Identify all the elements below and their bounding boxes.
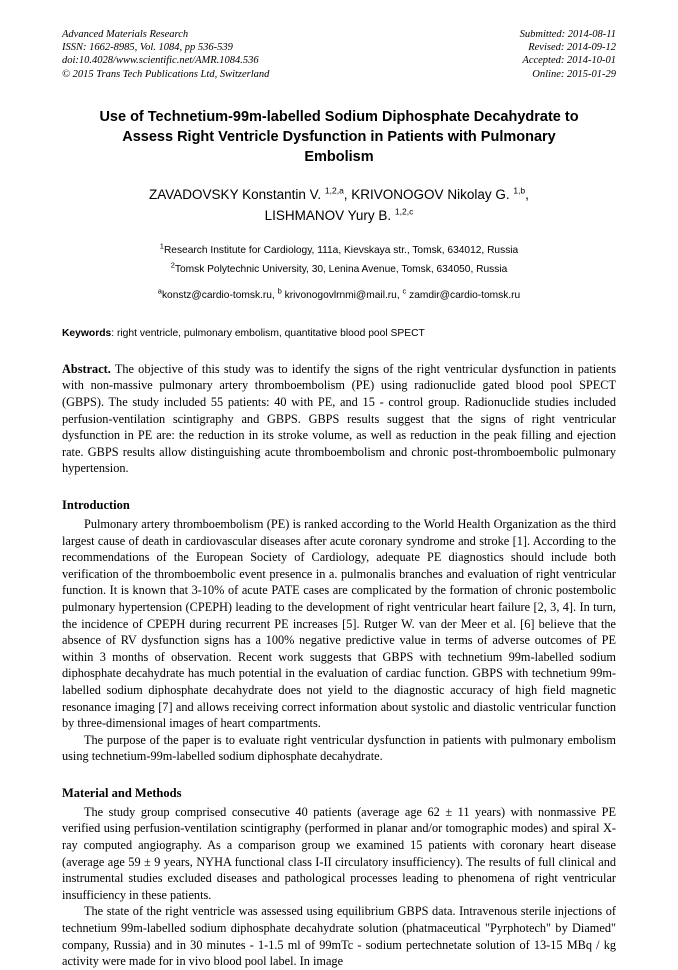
author-line-1 [62,184,616,205]
section-heading-introduction: Introduction [62,497,130,512]
email-a-marker: a [157,286,162,296]
page-header [62,28,616,81]
keywords-label: Keywords [62,327,112,339]
journal-name: Advanced Materials Research [62,29,189,40]
methods-paragraph-2: The state of the right ventricle was assessed using equilibrium GBPS data. Intravenous sterile injections of technetium 99m-labelled sodium diphosphate decahydrate solution (phatmaceutical "Pyrphotech" by Diamed" company, Russia) and in 30 minutes - 1-1.5 ml of 99mTc - sodium pertechnetate solution of 13-15 MBq / kg activity were made for in vivo blood pool label. In image [62,904,616,969]
introduction-paragraph-2: The purpose of the paper is to evaluate right ventricular dysfunction in patients with pulmonary embolism using technetium-99m-labelled sodium diphosphate decahydrate. [62,732,616,764]
date-accepted: Accepted: 2014-10-01 [522,55,616,67]
author-separator: , KRIVONOGOV Nikolay G. [343,186,514,202]
author-zavadovsky: ZAVADOVSKY Konstantin V. [149,186,325,202]
publication-dates [520,28,616,81]
keywords-line [62,326,616,341]
author-zavadovsky-affil: 1,2,a [324,185,344,196]
author-line-2 [62,205,616,226]
author-lishmanov: LISHMANOV Yury B. [264,207,395,223]
date-online: Online: 2015-01-29 [532,68,616,80]
affiliation-2 [62,260,616,279]
affiliation-1-text: Research Institute for Cardiology, 111a, Kievskaya str., Tomsk, 634012, Russia [163,244,519,256]
email-a: konstz@cardio-tomsk.ru, [161,289,278,301]
affiliation-2-text: Tomsk Polytechnic University, 30, Lenina Avenue, Tomsk, 634050, Russia [174,263,508,275]
methods-paragraph-1: The study group comprised consecutive 40 patients (average age 62 ± 11 years) with nonmassive PE verified using perfusion-ventilation scintigraphy (performed in planar and/or tomographic modes) and spiral X-ray computed angiography. As a comparison group we examined 15 patients with coronary heart disease (average age 59 ± 9 years, NYHA functional class I-II circulatory insufficiency). The results of full clinical and instrumental studies excluded diseases and pathological processes leading to phenomena of right ventricular insufficiency in these patients. [62,804,616,902]
date-revised: Revised: 2014-09-12 [528,42,616,54]
introduction-paragraph-1: Pulmonary artery thromboembolism (PE) is ranked according to the World Health Organization as the third largest cause of death in cardiovascular diseases after acute coronary syndrome and stroke [1]. According to the recommendations of the European Society of Cardiology, adequate PE diagnostics should include both verification of the thromboembolic event presence in a. pulmonalis branches and evaluation of right ventricular function. It is known that 3-10% of acute PATE cases are complicated by the formation of chronic postembolic pulmonary hypertension (CPEPH) leading to the development of right ventricular heart failure [2, 3, 4]. In turn, the incidence of CPEPH during recurrent PE increases [5]. Rutger W. van der Meer et al. [6] believe that the absence of RV dysfunction signs has a 100% negative predictive value in terms of adverse outcomes of PE within 3 months of observation. Recent work suggests that GBPS with technetium 99m-labelled sodium diphosphate decahydrate has much potential in the evaluation of cardiac function. GBPS with technetium 99m-labelled sodium diphosphate decahydrate does not yield to the diagnostic accuracy of high field magnetic resonance imaging [7] and allows receiving correct information about systolic and diastolic ventricular function by three-dimensional images of heart compartments. [62,516,616,731]
section-heading-material-and-methods: Material and Methods [62,785,182,800]
email-list [62,288,616,304]
date-submitted: Submitted: 2014-08-11 [519,29,616,40]
abstract-block [62,361,616,477]
email-b-marker: b [277,286,282,296]
page-title: Use of Technetium-99m-labelled Sodium Diphosphate Decahydrate to Assess Right Ventricle Dysfunction in Patients with Pulmonary Embolism [99,108,579,165]
email-c: zamdir@cardio-tomsk.ru [406,289,521,301]
email-c-marker: c [402,286,407,296]
journal-issn-volume: ISSN: 1662-8985, Vol. 1084, pp 536-539 [62,42,233,54]
abstract-label: Abstract. [62,361,111,376]
affiliation-1-marker: 1 [159,241,164,251]
email-b: krivonogovlrnmi@mail.ru, [281,289,403,301]
author-krivonogov-affil: 1,b [513,185,526,196]
keywords-text: : right ventricle, pulmonary embolism, quantitative blood pool SPECT [111,327,425,339]
affiliation-2-marker: 2 [170,260,175,270]
author-list [62,184,616,226]
journal-info [62,28,269,81]
affiliation-list [62,241,616,279]
affiliation-1 [62,241,616,260]
author-line-1-comma: , [525,186,529,202]
abstract-text: The objective of this study was to identify the signs of the right ventricular dysfunction in patients with non-massive pulmonary artery thromboembolism (PE) using radionuclide gated blood pool SPECT (GBPS). The study included 55 patients: 40 with PE, and 15 - control group. Radionuclide studies included perfusion-ventilation scintigraphy and GBPS. GBPS results suggest that the signs of right ventricular dysfunction in PE are: the reduction in its stroke volume, as well as reduction in the peak filling and ejection rate. GBPS results allow distinguishing acute thromboembolism and chronic post-thromboembolic pulmonary hypertension. [62,361,616,476]
journal-doi: doi:10.4028/www.scientific.net/AMR.1084.536 [62,55,259,67]
journal-copyright: © 2015 Trans Tech Publications Ltd, Switzerland [62,68,270,80]
author-lishmanov-affil: 1,2,c [394,206,414,217]
